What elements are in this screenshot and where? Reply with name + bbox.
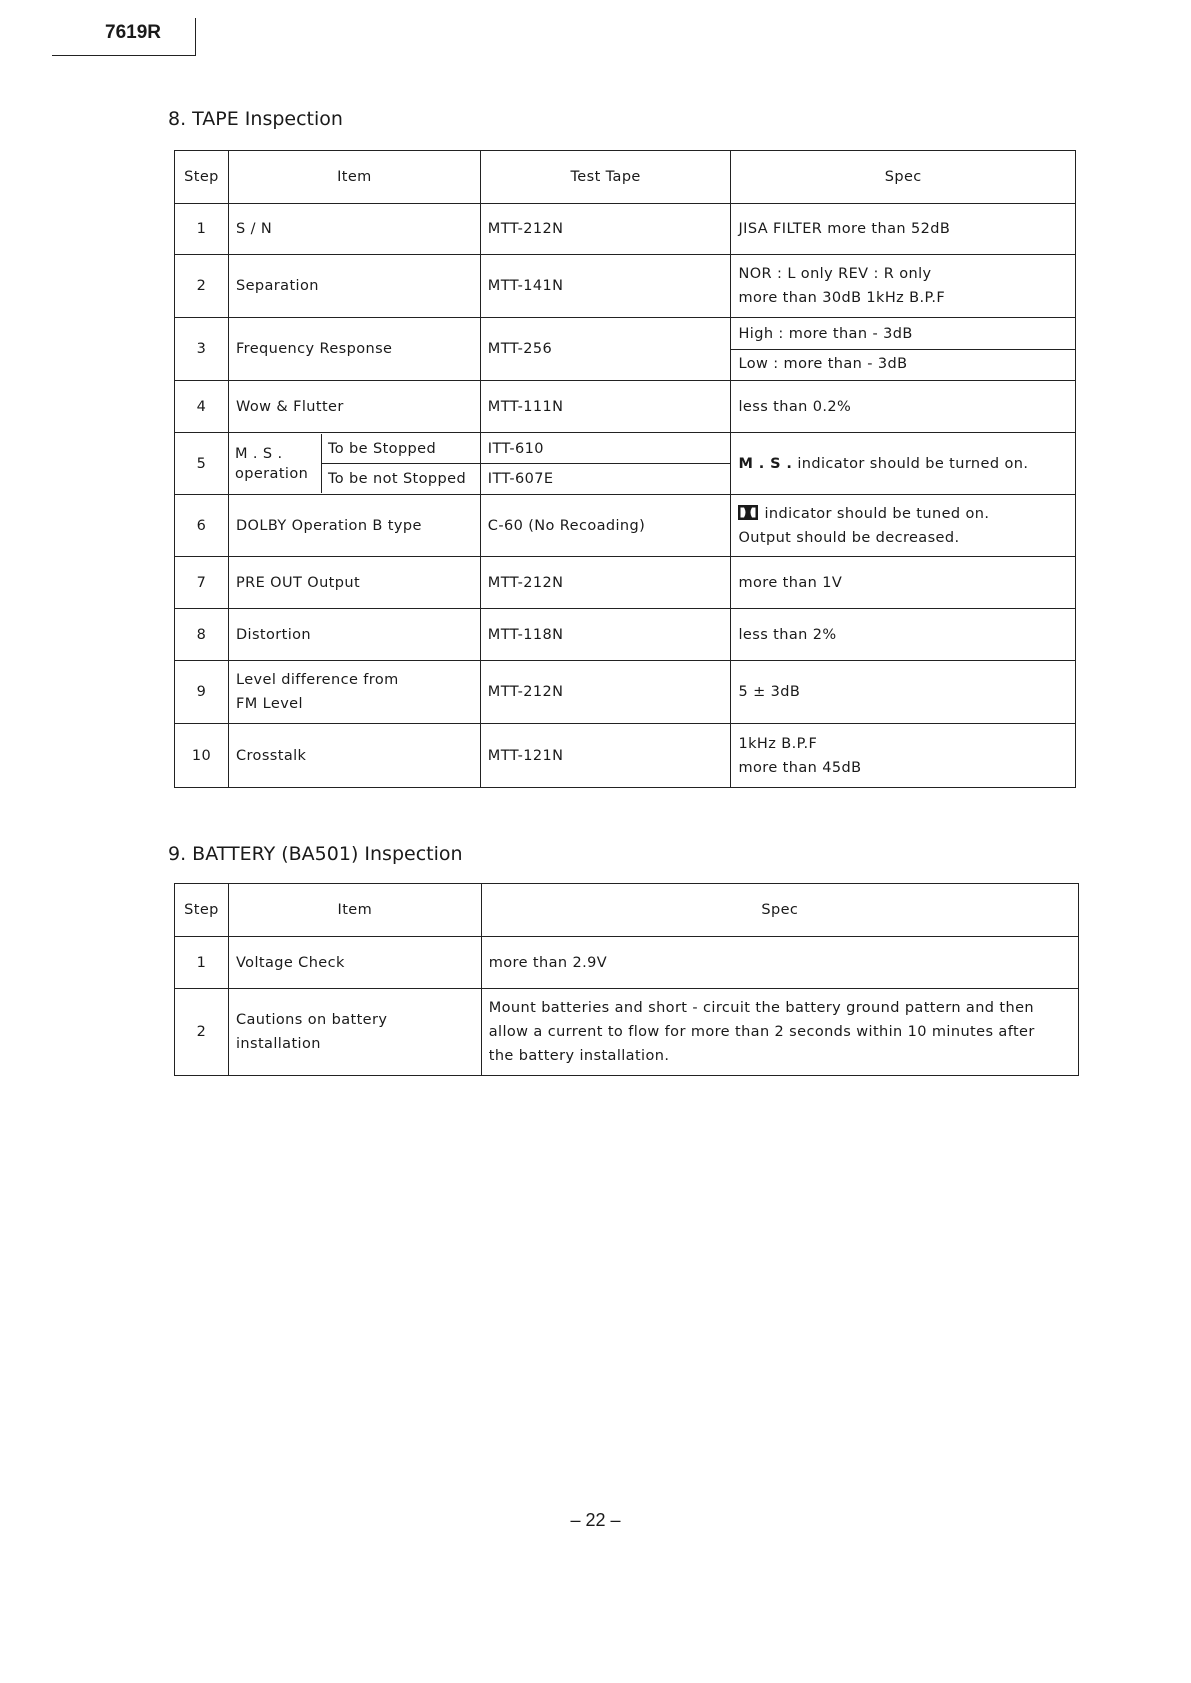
table-row: [175, 989, 1079, 1076]
spec-cell: [731, 433, 1076, 495]
spec-line: indicator should be tuned on.: [764, 505, 990, 522]
table-row: [175, 557, 1076, 609]
tape-section-title: 8. TAPE Inspection: [168, 108, 343, 130]
spec-text: indicator should be turned on.: [792, 455, 1029, 472]
test-tape-cell: MTT-111N: [480, 381, 731, 433]
table-row: [175, 609, 1076, 661]
test-tape-cell: MTT-212N: [480, 661, 731, 724]
table-row: [175, 661, 1076, 724]
item-line: Cautions on battery: [235, 1012, 388, 1028]
item-cell: Separation: [228, 255, 480, 318]
table-row: [175, 381, 1076, 433]
spec-line: Mount batteries and short - circuit the battery ground pattern and then: [488, 1000, 1034, 1016]
ms-bold-label: M . S .: [738, 455, 793, 472]
model-number: 7619R: [105, 22, 161, 43]
header-step: Step: [175, 151, 229, 204]
item-cell: [228, 989, 481, 1076]
step-cell: 9: [175, 661, 229, 724]
step-cell: 4: [175, 381, 229, 433]
item-cell: Voltage Check: [228, 937, 481, 989]
spec-line: Output should be decreased.: [738, 529, 960, 546]
table-header-row: [175, 884, 1079, 937]
tape-not-stopped: ITT-607E: [481, 464, 731, 494]
spec-cell: more than 2.9V: [481, 937, 1078, 989]
table-row: [175, 495, 1076, 557]
battery-inspection-table: [174, 883, 1079, 1076]
table-row: [175, 937, 1079, 989]
spec-high: High : more than - 3dB: [738, 326, 913, 342]
table-row: [175, 724, 1076, 788]
ms-label-line: M . S .: [234, 445, 283, 462]
spec-subtable: [731, 320, 1075, 379]
spec-line: NOR : L only REV : R only: [738, 266, 932, 282]
item-cell: [228, 661, 480, 724]
spec-cell: JISA FILTER more than 52dB: [731, 204, 1076, 255]
table-row: [175, 255, 1076, 318]
table-row: [175, 433, 1076, 495]
spec-cell: [731, 495, 1076, 557]
test-tape-cell: MTT-121N: [480, 724, 731, 788]
test-tape-cell: MTT-141N: [480, 255, 731, 318]
spec-line: the battery installation.: [488, 1048, 670, 1064]
item-cell: DOLBY Operation B type: [228, 495, 480, 557]
spec-cell: 5 ± 3dB: [731, 661, 1076, 724]
step-cell: 2: [175, 255, 229, 318]
ms-to-be-stopped: To be Stopped: [321, 434, 479, 464]
ms-to-be-not-stopped: To be not Stopped: [321, 464, 479, 494]
table-row: [175, 318, 1076, 381]
header-step: Step: [175, 884, 229, 937]
spec-cell: less than 2%: [731, 609, 1076, 661]
header-test-tape: Test Tape: [480, 151, 731, 204]
header-item: Item: [228, 884, 481, 937]
ms-label: [229, 434, 322, 493]
battery-section-title: 9. BATTERY (BA501) Inspection: [168, 843, 463, 865]
test-tape-cell: C-60 (No Recoading): [480, 495, 731, 557]
item-line: Level difference from: [235, 672, 399, 688]
item-cell: Wow & Flutter: [228, 381, 480, 433]
spec-cell: [731, 724, 1076, 788]
item-cell: S / N: [228, 204, 480, 255]
item-line: installation: [235, 1036, 321, 1052]
tape-inspection-table: [174, 150, 1076, 788]
table-row: [175, 204, 1076, 255]
table-header-row: [175, 151, 1076, 204]
header-item: Item: [228, 151, 480, 204]
step-cell: 1: [175, 204, 229, 255]
step-cell: 5: [175, 433, 229, 495]
spec-cell: more than 1V: [731, 557, 1076, 609]
spec-cell: [731, 318, 1076, 381]
header-spec: Spec: [481, 884, 1078, 937]
item-cell: Distortion: [228, 609, 480, 661]
spec-line: more than 45dB: [738, 759, 862, 776]
test-tape-cell: MTT-212N: [480, 204, 731, 255]
ms-subtable: [229, 434, 480, 493]
dolby-double-d-icon: [738, 505, 758, 520]
item-cell: Crosstalk: [228, 724, 480, 788]
spec-cell: less than 0.2%: [731, 381, 1076, 433]
spec-line: 1kHz B.P.F: [738, 735, 818, 752]
page-number: – 22 –: [570, 1510, 621, 1530]
step-cell: 3: [175, 318, 229, 381]
spec-cell: [731, 255, 1076, 318]
tape-stopped: ITT-610: [487, 440, 544, 457]
item-cell: [228, 433, 480, 495]
item-cell: Frequency Response: [228, 318, 480, 381]
step-cell: 6: [175, 495, 229, 557]
test-tape-cell: MTT-256: [480, 318, 731, 381]
spec-line: allow a current to flow for more than 2 seconds within 10 minutes after: [488, 1024, 1035, 1040]
tape-subtable: [481, 434, 731, 493]
item-cell: PRE OUT Output: [228, 557, 480, 609]
spec-cell: [481, 989, 1078, 1076]
test-tape-cell: [480, 433, 731, 495]
test-tape-cell: MTT-118N: [480, 609, 731, 661]
step-cell: 10: [175, 724, 229, 788]
item-line: FM Level: [235, 696, 303, 712]
spec-low: Low : more than - 3dB: [731, 349, 1075, 379]
test-tape-cell: MTT-212N: [480, 557, 731, 609]
spec-line: more than 30dB 1kHz B.P.F: [738, 290, 946, 306]
step-cell: 8: [175, 609, 229, 661]
step-cell: 2: [175, 989, 229, 1076]
step-cell: 7: [175, 557, 229, 609]
step-cell: 1: [175, 937, 229, 989]
header-spec: Spec: [731, 151, 1076, 204]
ms-label-line: operation: [234, 465, 309, 482]
